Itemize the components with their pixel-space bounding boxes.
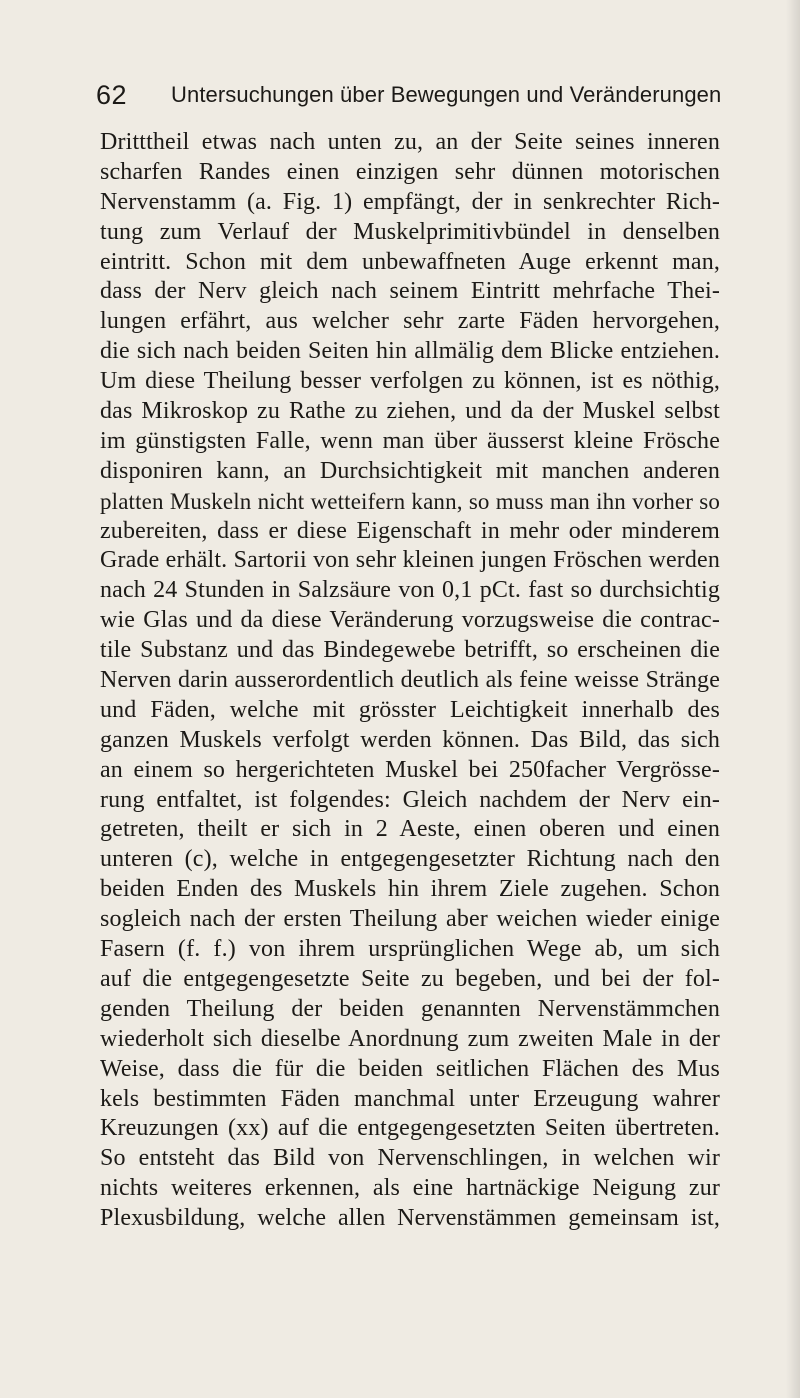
text-line: tung zum Verlauf der Muskelprimitivbündel in denselben bbox=[100, 218, 720, 245]
text-line: auf die entgegengesetzte Seite zu begeben, und bei der fol- bbox=[100, 965, 720, 992]
text-line: tile Substanz und das Bindegewebe betrifft, so erscheinen die bbox=[100, 637, 720, 664]
text-line: Grade erhält. Sartorii von sehr kleinen jungen Fröschen werden bbox=[100, 547, 720, 574]
text-line: genden Theilung der beiden genannten Nervenstämmchen bbox=[100, 995, 720, 1022]
body-text bbox=[100, 128, 720, 1234]
text-line: beiden Enden des Muskels hin ihrem Ziele zugehen. Schon bbox=[100, 876, 720, 903]
text-line: wiederholt sich dieselbe Anordnung zum zweiten Male in der bbox=[100, 1025, 720, 1052]
text-line: So entsteht das Bild von Nervenschlingen, in welchen wir bbox=[100, 1145, 720, 1172]
text-line: scharfen Randes einen einzigen sehr dünnen motorischen bbox=[100, 158, 720, 185]
text-line: Dritttheil etwas nach unten zu, an der Seite seines inneren bbox=[100, 129, 720, 155]
text-line: Um diese Theilung besser verfolgen zu können, ist es nöthig, bbox=[100, 368, 720, 395]
text-line: an einem so hergerichteten Muskel bei 250facher Vergrösse- bbox=[100, 756, 720, 783]
text-line: Kreuzungen (xx) auf die entgegengesetzten Seiten übertreten. bbox=[100, 1115, 720, 1142]
text-line: Plexusbildung, welche allen Nervenstämmen gemeinsam ist, bbox=[100, 1205, 720, 1232]
text-line: Nervenstamm (a. Fig. 1) empfängt, der in senkrechter Rich- bbox=[100, 188, 720, 215]
page-edge-shadow bbox=[786, 0, 800, 1398]
text-line: nach 24 Stunden in Salzsäure von 0,1 pCt. fast so durchsichtig bbox=[100, 577, 720, 604]
text-line: im günstigsten Falle, wenn man über äusserst kleine Frösche bbox=[100, 427, 720, 454]
text-line: das Mikroskop zu Rathe zu ziehen, und da der Muskel selbst bbox=[100, 398, 720, 425]
text-line: eintritt. Schon mit dem unbewaffneten Auge erkennt man, bbox=[100, 248, 720, 275]
text-line: zubereiten, dass er diese Eigenschaft in mehr oder minderem bbox=[100, 517, 720, 544]
page-number: 62 bbox=[96, 80, 128, 110]
page-header bbox=[96, 80, 722, 116]
text-line: getreten, theilt er sich in 2 Aeste, einen oberen und einen bbox=[100, 816, 720, 843]
text-line: die sich nach beiden Seiten hin allmälig dem Blicke entziehen. bbox=[100, 338, 720, 365]
text-line: nichts weiteres erkennen, als eine hartnäckige Neigung zur bbox=[100, 1175, 720, 1202]
text-line: disponiren kann, an Durchsichtigkeit mit manchen anderen bbox=[100, 457, 720, 484]
text-line: lungen erfährt, aus welcher sehr zarte Fäden hervorgehen, bbox=[100, 308, 720, 335]
text-line: wie Glas und da diese Veränderung vorzugsweise die contrac- bbox=[100, 607, 720, 634]
running-title: Untersuchungen über Bewegungen und Veränderungen bbox=[171, 82, 722, 107]
text-line: Fasern (f. f.) von ihrem ursprünglichen Wege ab, um sich bbox=[100, 936, 720, 963]
text-line: Weise, dass die für die beiden seitlichen Flächen des Mus bbox=[100, 1055, 720, 1082]
text-line: kels bestimmten Fäden manchmal unter Erzeugung wahrer bbox=[100, 1085, 720, 1112]
text-line: unteren (c), welche in entgegengesetzter Richtung nach den bbox=[100, 846, 720, 873]
text-line: sogleich nach der ersten Theilung aber weichen wieder einige bbox=[100, 906, 720, 933]
text-line: und Fäden, welche mit grösster Leichtigkeit innerhalb des bbox=[100, 696, 720, 723]
text-line: ganzen Muskels verfolgt werden können. Das Bild, das sich bbox=[100, 726, 720, 753]
text-line: rung entfaltet, ist folgendes: Gleich nachdem der Nerv ein- bbox=[100, 786, 720, 813]
text-line: Nerven darin ausserordentlich deutlich als feine weisse Stränge bbox=[100, 667, 720, 694]
text-line: platten Muskeln nicht wetteifern kann, so muss man ihn vorher so bbox=[100, 488, 720, 514]
text-line: dass der Nerv gleich nach seinem Eintritt mehrfache Thei- bbox=[100, 278, 720, 305]
